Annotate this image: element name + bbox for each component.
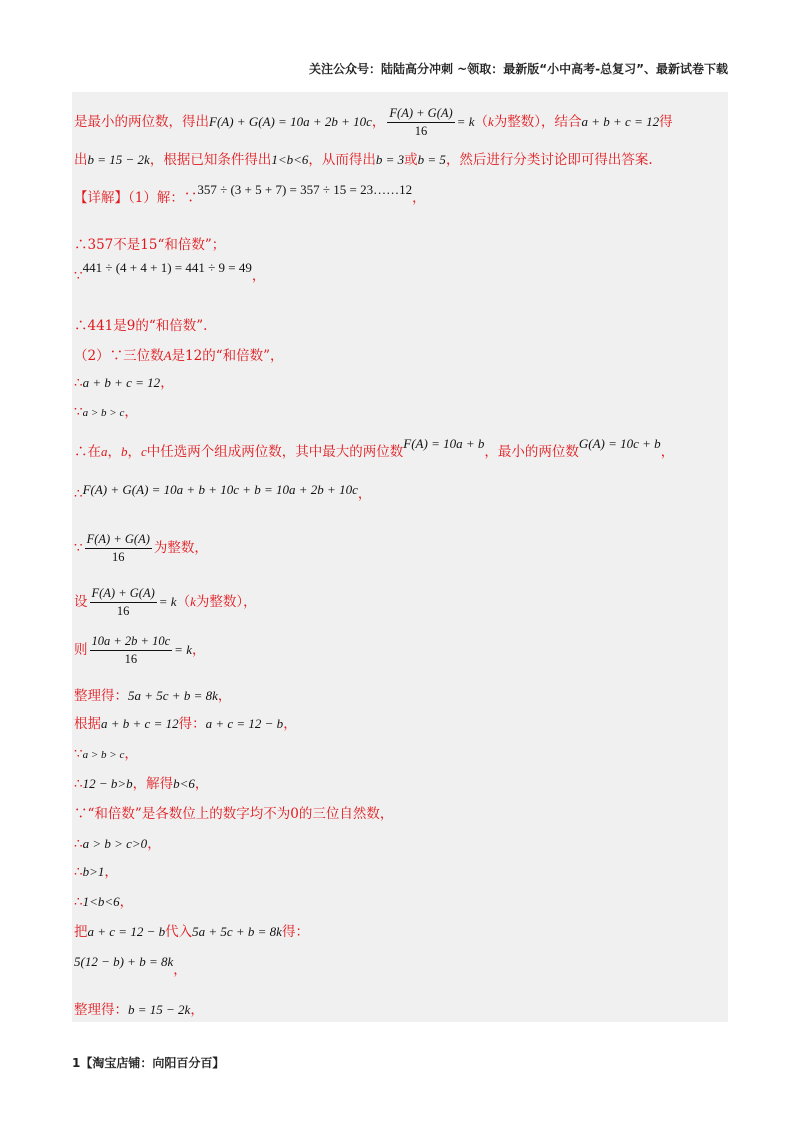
text: ， xyxy=(194,776,209,792)
line-7 xyxy=(74,348,284,364)
text: 整理得： xyxy=(74,688,128,704)
denominator: 16 xyxy=(124,652,138,666)
line-8 xyxy=(74,375,174,391)
text: 出 xyxy=(74,152,88,168)
variable: A xyxy=(163,348,172,363)
line-23 xyxy=(74,924,309,940)
numerator: F(A) + G(A) xyxy=(387,106,454,123)
line-4 xyxy=(74,237,225,253)
text: 为整数， xyxy=(153,540,208,556)
line-11 xyxy=(74,482,372,502)
line-16 xyxy=(74,716,297,732)
text: 为整数），结合 xyxy=(493,114,582,130)
variable: a xyxy=(101,444,108,459)
formula: a > b > c>0 xyxy=(82,836,148,851)
fraction xyxy=(90,586,157,619)
text: ∴ xyxy=(74,836,83,852)
text: ， xyxy=(412,190,426,206)
text: 【详解】（1）解：∵ xyxy=(74,190,198,206)
text: ， xyxy=(190,1002,204,1018)
text: ， xyxy=(124,746,138,762)
formula: 1<b<6 xyxy=(271,152,309,167)
text: ， xyxy=(147,836,161,852)
text: ∴441是9的“和倍数”. xyxy=(74,318,208,334)
text: ，然后进行分类讨论即可得出答案. xyxy=(445,152,653,168)
denominator: 16 xyxy=(414,124,428,138)
line-3 xyxy=(74,182,426,206)
formula: 5(12 − b) + b = 8k xyxy=(74,954,174,969)
line-24 xyxy=(74,954,187,978)
fraction xyxy=(90,634,173,667)
page-header: 关注公众号：陆陆高分冲刺 ~领取：最新版“小中高考-总复习”、最新试卷下载 xyxy=(309,62,728,76)
line-13 xyxy=(74,586,257,619)
line-9 xyxy=(74,404,138,420)
text: 得： xyxy=(178,716,206,732)
text: ， xyxy=(119,894,134,910)
line-10 xyxy=(74,436,675,460)
formula: a + c = 12 − b xyxy=(87,924,166,939)
text: ， xyxy=(124,404,138,420)
formula: = k xyxy=(174,642,192,657)
numerator: 10a + 2b + 10c xyxy=(90,634,173,651)
text: ∵ xyxy=(74,268,83,284)
formula: 5a + 5c + b = 8k xyxy=(128,688,218,703)
formula: a > b > c xyxy=(82,407,125,419)
text: ， xyxy=(104,864,118,880)
text: ∴357不是15“和倍数”； xyxy=(74,237,226,253)
solution-content xyxy=(72,92,728,1022)
line-2 xyxy=(74,152,653,168)
text: 为整数）， xyxy=(195,594,257,610)
variable: b xyxy=(121,444,128,459)
formula: G(A) = 10c + b xyxy=(578,436,661,451)
formula: a + c = 12 − b xyxy=(205,716,284,731)
text: ∴ xyxy=(74,894,83,910)
formula: 441 ÷ (4 + 4 + 1) = 441 ÷ 9 = 49 xyxy=(82,260,252,275)
formula: F(A) + G(A) = 10a + 2b + 10c xyxy=(209,114,372,129)
denominator: 16 xyxy=(111,550,125,564)
text: 则 xyxy=(74,642,88,658)
line-5 xyxy=(74,260,266,284)
line-18 xyxy=(74,776,208,792)
formula: b = 15 − 2k xyxy=(87,152,150,167)
formula: 1<b<6 xyxy=(82,894,120,909)
variable: c xyxy=(141,444,147,459)
numerator: F(A) + G(A) xyxy=(85,532,152,549)
formula: a + b + c = 12 xyxy=(581,114,660,129)
text: ， xyxy=(371,114,386,130)
text: 设 xyxy=(74,594,88,610)
formula: b = 15 − 2k xyxy=(128,1002,191,1017)
text: ， xyxy=(107,444,121,460)
text: ，最小的两位数 xyxy=(484,444,579,460)
line-19 xyxy=(74,806,393,822)
formula: b>1 xyxy=(82,864,105,879)
text: 得 xyxy=(659,114,673,130)
line-21 xyxy=(74,864,118,880)
formula: 12 − b>b xyxy=(82,776,133,791)
numerator: F(A) + G(A) xyxy=(90,586,157,603)
formula: 357 ÷ (3 + 5 + 7) = 357 ÷ 15 = 23……12 xyxy=(197,182,413,197)
text: ∵“和倍数”是各数位上的数字均不为0的三位自然数， xyxy=(74,806,394,822)
text: ∴在 xyxy=(74,444,101,460)
formula: b = 5 xyxy=(417,152,446,167)
text: 根据 xyxy=(74,716,101,732)
formula: b = 3 xyxy=(375,152,405,167)
text: 把 xyxy=(74,924,88,940)
text: ， xyxy=(660,444,675,460)
text: （ xyxy=(474,114,488,130)
text: ∵ xyxy=(74,746,83,762)
formula: a + b + c = 12 xyxy=(82,375,161,390)
variable: k xyxy=(487,114,494,129)
text: ∵ xyxy=(74,404,83,420)
text: ，解得 xyxy=(132,776,174,792)
variable: k xyxy=(190,594,196,609)
line-17 xyxy=(74,746,138,762)
text: ，根据已知条件得出 xyxy=(149,152,272,168)
text: ，从而得出 xyxy=(308,152,376,168)
text: ， xyxy=(173,962,187,978)
fraction xyxy=(85,532,152,565)
line-22 xyxy=(74,894,133,910)
text: 得： xyxy=(281,924,309,940)
formula: = k xyxy=(158,594,177,609)
text: ， xyxy=(283,716,297,732)
text: ∴ xyxy=(74,486,83,502)
line-1 xyxy=(74,106,673,139)
text: 中任选两个组成两位数，其中最大的两位数 xyxy=(146,444,404,460)
text: ， xyxy=(217,688,232,704)
denominator: 16 xyxy=(116,604,130,618)
line-20 xyxy=(74,836,161,852)
text: ， xyxy=(160,375,174,391)
line-14 xyxy=(74,634,205,667)
formula: F(A) = 10a + b xyxy=(403,436,485,451)
page-footer: 1【淘宝店铺：向阳百分百】 xyxy=(72,1056,225,1070)
line-15 xyxy=(74,688,231,704)
text: 或 xyxy=(404,152,418,168)
formula: a + b + c = 12 xyxy=(101,716,179,731)
text: 整理得： xyxy=(74,1002,128,1018)
formula: b<6 xyxy=(173,776,195,791)
line-25 xyxy=(74,1002,204,1018)
text: 代入 xyxy=(165,924,193,940)
formula: = k xyxy=(456,114,475,129)
formula: F(A) + G(A) = 10a + b + 10c + b = 10a + 2b + 10c xyxy=(82,482,358,497)
text: （ xyxy=(176,594,191,610)
text: ， xyxy=(251,268,266,284)
formula: a > b > c xyxy=(82,749,125,761)
fraction xyxy=(387,106,454,139)
text: 是最小的两位数，得出 xyxy=(74,114,209,130)
text: 是12的“和倍数”， xyxy=(171,348,284,364)
text: ∴ xyxy=(74,776,83,792)
text: ∴ xyxy=(74,375,83,391)
text: ∴ xyxy=(74,864,83,880)
text: ， xyxy=(357,486,372,502)
text: ∵ xyxy=(74,540,83,556)
line-6 xyxy=(74,318,207,334)
text: ， xyxy=(191,642,206,658)
line-12 xyxy=(74,532,208,565)
text: ， xyxy=(127,444,141,460)
formula: 5a + 5c + b = 8k xyxy=(192,924,282,939)
text: （2）∵三位数 xyxy=(74,348,164,364)
